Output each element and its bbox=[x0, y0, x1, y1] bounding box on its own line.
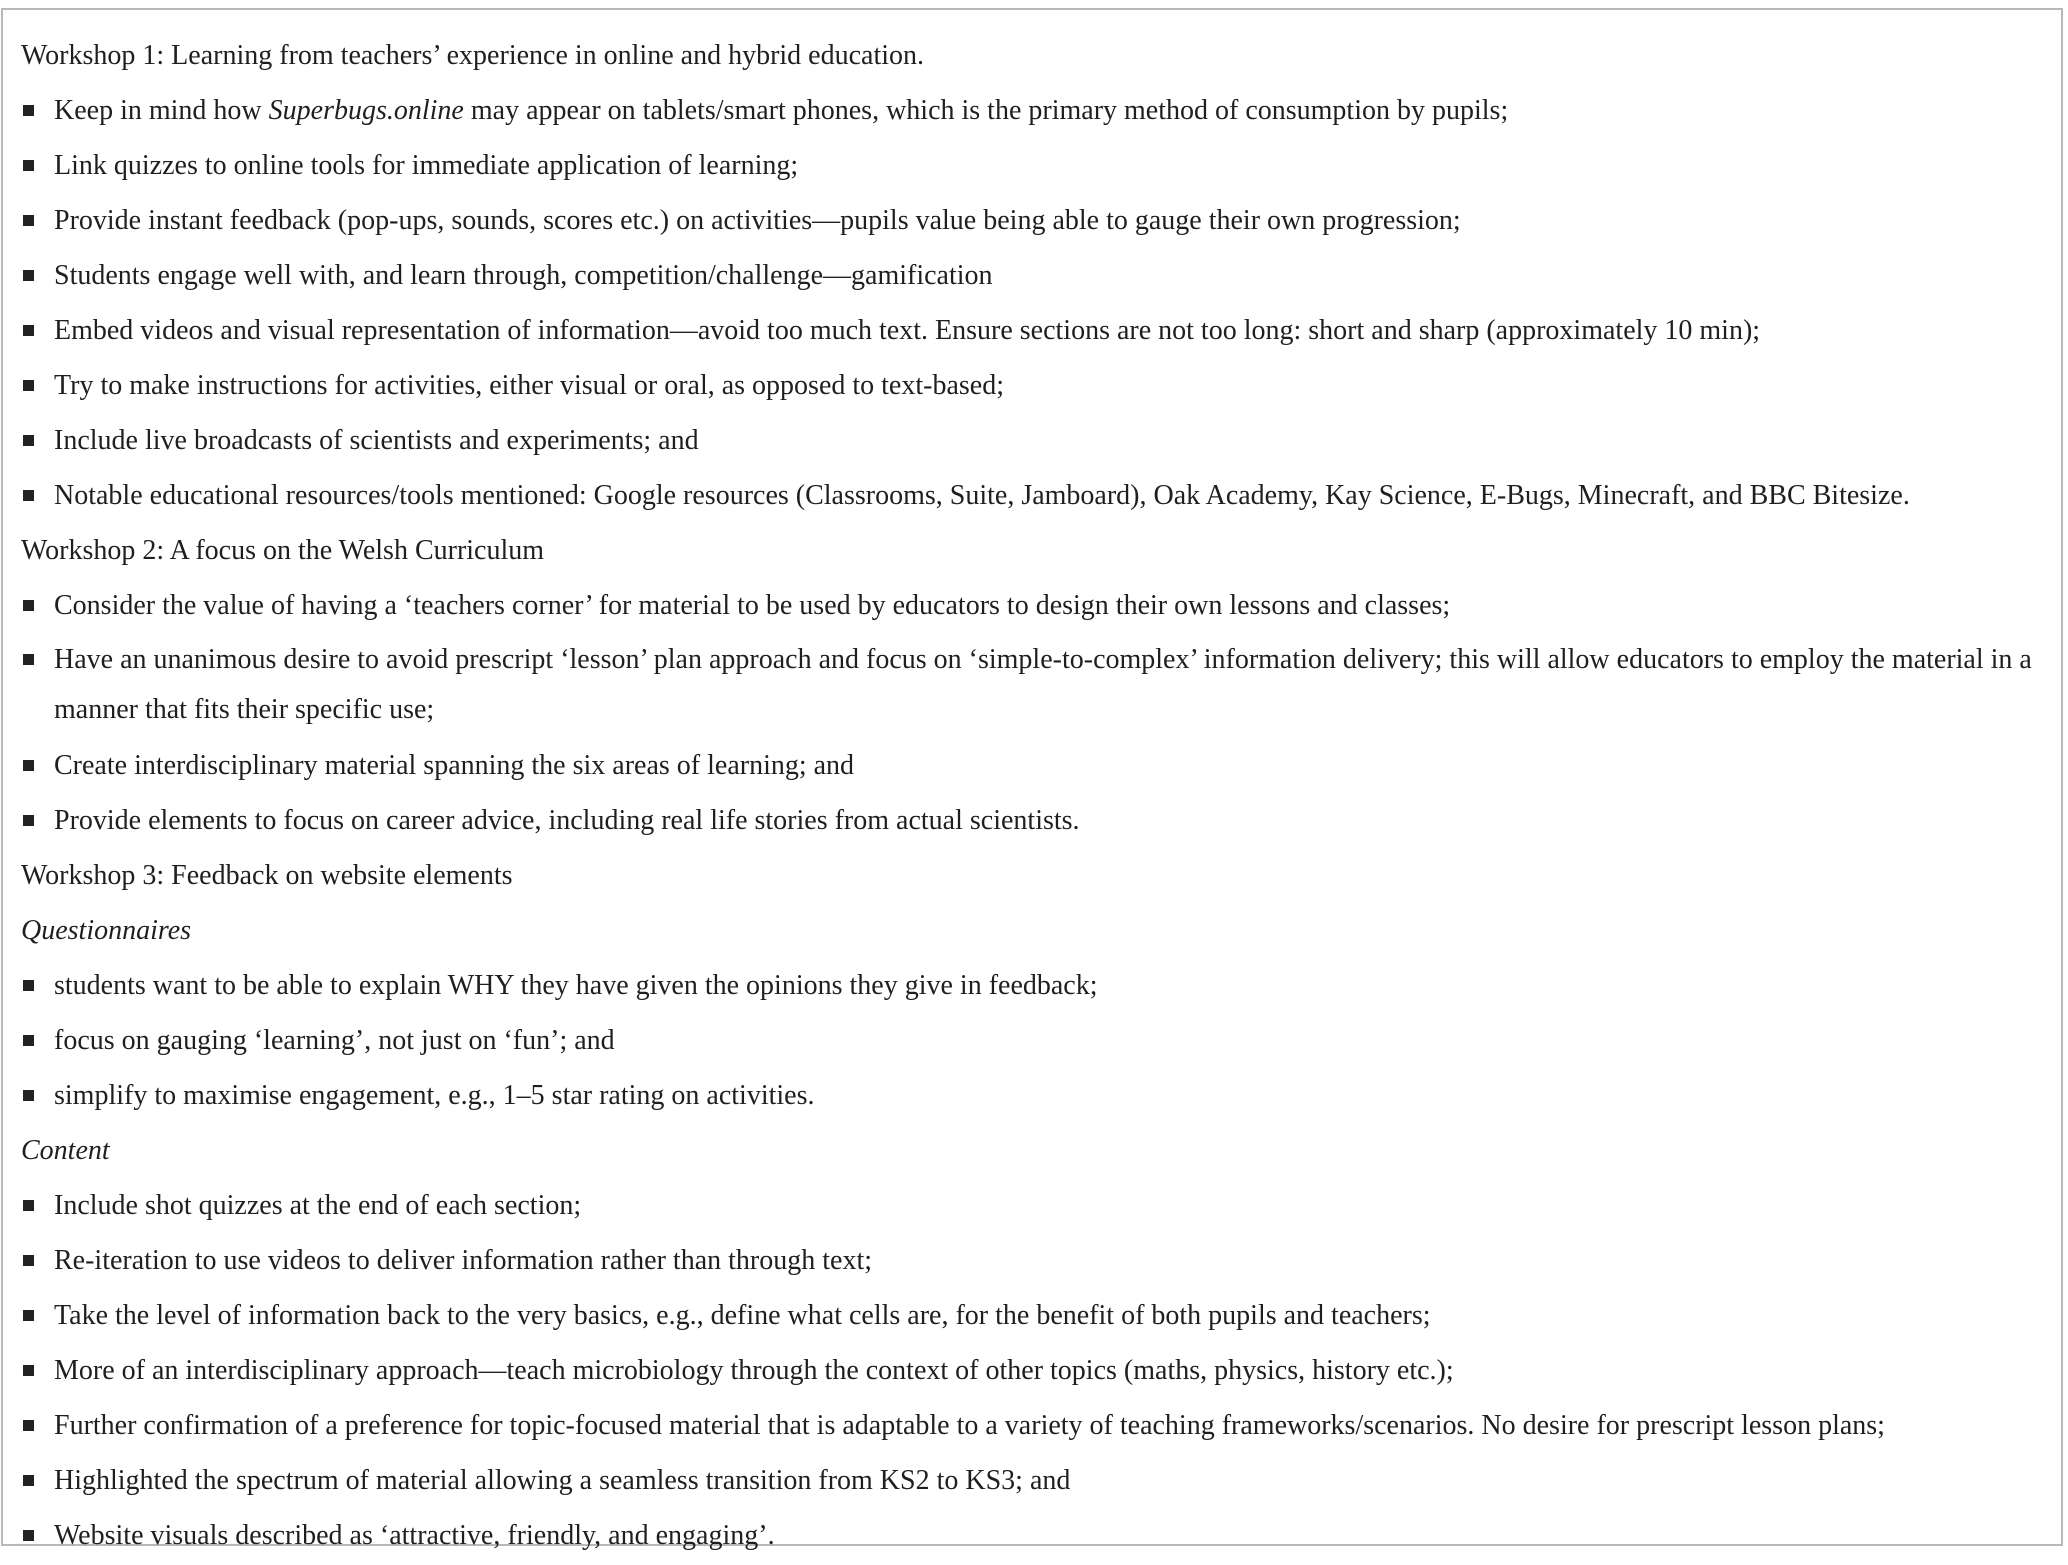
list-item-text: Create interdisciplinary material spanning the six areas of learning; and bbox=[54, 750, 855, 781]
list-item bbox=[21, 1233, 2049, 1288]
square-bullet-icon bbox=[23, 1530, 34, 1541]
square-bullet-icon bbox=[23, 815, 34, 826]
list-item-text: Embed videos and visual representation of information—avoid too much text. Ensure sections are not too long: short and sharp (approximately 10 min); bbox=[54, 315, 1761, 346]
list-item-text: Provide instant feedback (pop-ups, sounds, scores etc.) on activities—pupils value being able to gauge their own progression; bbox=[54, 205, 1461, 236]
list-item-text: Keep in mind how Superbugs.online may appear on tablets/smart phones, which is the primary method of consumption by pupils; bbox=[54, 95, 1509, 126]
square-bullet-icon bbox=[23, 435, 34, 446]
list-item bbox=[21, 193, 2049, 248]
list-item bbox=[21, 138, 2049, 193]
square-bullet-icon bbox=[23, 105, 34, 116]
square-bullet-icon bbox=[23, 270, 34, 281]
square-bullet-icon bbox=[23, 1365, 34, 1376]
list-item bbox=[21, 633, 2049, 738]
square-bullet-icon bbox=[23, 600, 34, 611]
list-item bbox=[21, 248, 2049, 303]
list-item bbox=[21, 1288, 2049, 1343]
square-bullet-icon bbox=[23, 1475, 34, 1486]
square-bullet-icon bbox=[23, 380, 34, 391]
questionnaires-subheading: Questionnaires bbox=[21, 915, 192, 946]
square-bullet-icon bbox=[23, 490, 34, 501]
list-item bbox=[21, 958, 2049, 1013]
list-item bbox=[21, 468, 2049, 523]
list-item-text: Try to make instructions for activities, either visual or oral, as opposed to text-based; bbox=[54, 370, 1004, 401]
list-item bbox=[21, 1068, 2049, 1123]
list-item-text: Highlighted the spectrum of material allowing a seamless transition from KS2 to KS3; and bbox=[54, 1465, 1071, 1496]
list-item-text: Consider the value of having a ‘teachers corner’ for material to be used by educators to design their own lessons and classes; bbox=[54, 590, 1451, 621]
workshop2-heading: Workshop 2: A focus on the Welsh Curriculum bbox=[21, 535, 545, 566]
list-item bbox=[21, 1398, 2049, 1453]
square-bullet-icon bbox=[23, 760, 34, 771]
workshop1-heading: Workshop 1: Learning from teachers’ experience in online and hybrid education. bbox=[21, 40, 925, 71]
list-item-text: simplify to maximise engagement, e.g., 1–5 star rating on activities. bbox=[54, 1080, 815, 1111]
list-item-text: Notable educational resources/tools mentioned: Google resources (Classrooms, Suite, Jamboard), Oak Academy, Kay Science, E-Bugs, Minecraft, and BBC Bitesize. bbox=[54, 480, 1910, 511]
list-item-text: Include shot quizzes at the end of each section; bbox=[54, 1190, 582, 1221]
list-item bbox=[21, 303, 2049, 358]
square-bullet-icon bbox=[23, 1035, 34, 1046]
list-item-text: Further confirmation of a preference for topic-focused material that is adaptable to a variety of teaching frameworks/scenarios. No desire for prescript lesson plans; bbox=[54, 1410, 1885, 1441]
list-item-text: Re-iteration to use videos to deliver information rather than through text; bbox=[54, 1245, 873, 1276]
square-bullet-icon bbox=[23, 1310, 34, 1321]
list-item bbox=[21, 83, 2049, 138]
table-frame bbox=[1, 8, 2063, 1551]
list-item-text: Link quizzes to online tools for immediate application of learning; bbox=[54, 150, 799, 181]
list-item-text: focus on gauging ‘learning’, not just on ‘fun’; and bbox=[54, 1025, 615, 1056]
list-item bbox=[21, 1343, 2049, 1398]
square-bullet-icon bbox=[23, 1090, 34, 1101]
list-item-text: Website visuals described as ‘attractive, friendly, and engaging’. bbox=[54, 1520, 775, 1551]
list-item bbox=[21, 1453, 2049, 1508]
list-item-text: More of an interdisciplinary approach—teach microbiology through the context of other topics (maths, physics, history etc.); bbox=[54, 1355, 1454, 1386]
list-item-text: Include live broadcasts of scientists and experiments; and bbox=[54, 425, 699, 456]
list-item bbox=[21, 1178, 2049, 1233]
square-bullet-icon bbox=[23, 160, 34, 171]
list-item-text: Students engage well with, and learn through, competition/challenge—gamification bbox=[54, 260, 993, 291]
table-content bbox=[21, 28, 2049, 1563]
list-item bbox=[21, 793, 2049, 848]
square-bullet-icon bbox=[23, 654, 34, 665]
list-item bbox=[21, 1013, 2049, 1068]
workshop3-heading: Workshop 3: Feedback on website elements bbox=[21, 860, 513, 891]
square-bullet-icon bbox=[23, 1200, 34, 1211]
list-item bbox=[21, 578, 2049, 633]
square-bullet-icon bbox=[23, 1255, 34, 1266]
square-bullet-icon bbox=[23, 980, 34, 991]
content-subheading: Content bbox=[21, 1135, 110, 1166]
square-bullet-icon bbox=[23, 215, 34, 226]
list-item-text: Take the level of information back to the very basics, e.g., define what cells are, for the benefit of both pupils and teachers; bbox=[54, 1300, 1431, 1331]
list-item bbox=[21, 413, 2049, 468]
list-item bbox=[21, 738, 2049, 793]
list-item-text: Have an unanimous desire to avoid prescript ‘lesson’ plan approach and focus on ‘simple-to-complex’ information delivery; this will allow educators to employ the material in a manner that fits their specific use; bbox=[54, 644, 2032, 725]
list-item bbox=[21, 358, 2049, 413]
square-bullet-icon bbox=[23, 325, 34, 336]
list-item bbox=[21, 1508, 2049, 1563]
list-item-text: students want to be able to explain WHY they have given the opinions they give in feedback; bbox=[54, 970, 1098, 1001]
list-item-text: Provide elements to focus on career advice, including real life stories from actual scientists. bbox=[54, 805, 1080, 836]
square-bullet-icon bbox=[23, 1420, 34, 1431]
